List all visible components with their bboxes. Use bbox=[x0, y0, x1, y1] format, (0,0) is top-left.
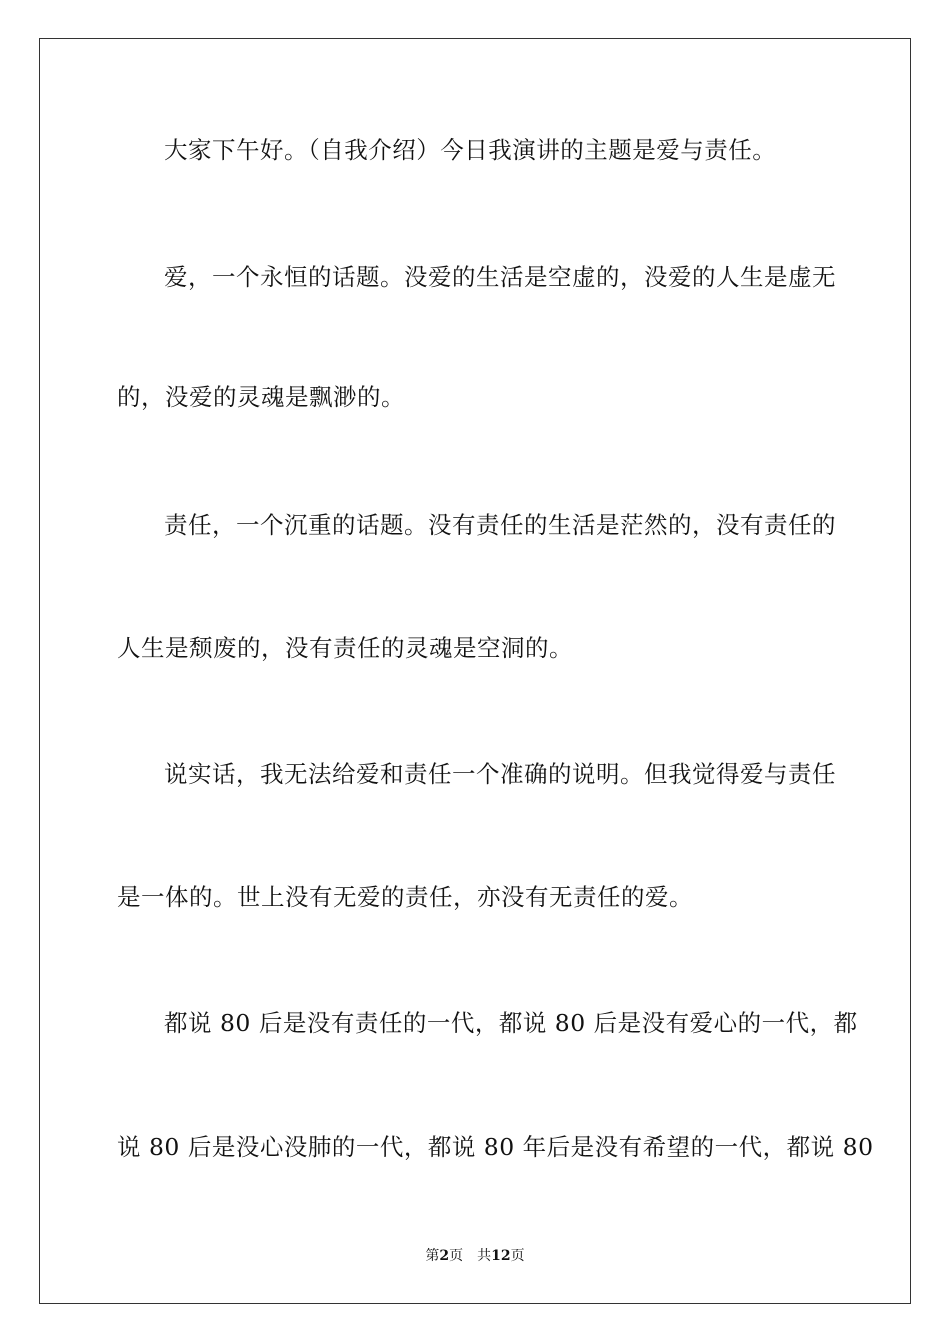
page-footer bbox=[0, 1246, 950, 1266]
paragraph-line-4: 责任，一个沉重的话题。没有责任的生活是茫然的，没有责任的 bbox=[164, 511, 836, 539]
paragraph-line-6: 说实话，我无法给爱和责任一个准确的说明。但我觉得爱与责任 bbox=[164, 760, 836, 788]
paragraph-line-5: 人生是颓废的，没有责任的灵魂是空洞的。 bbox=[117, 634, 573, 662]
page-suffix: 页 bbox=[449, 1248, 464, 1264]
total-suffix: 页 bbox=[510, 1248, 525, 1264]
page-border bbox=[39, 38, 911, 1304]
total-prefix: 共 bbox=[477, 1248, 492, 1264]
paragraph-line-8: 都说 80 后是没有责任的一代，都说 80 后是没有爱心的一代，都 bbox=[164, 1009, 858, 1037]
paragraph-line-3: 的，没爱的灵魂是飘渺的。 bbox=[117, 383, 405, 411]
paragraph-line-2: 爱，一个永恒的话题。没爱的生活是空虚的，没爱的人生是虚无 bbox=[164, 263, 836, 291]
page-current: 2 bbox=[439, 1248, 450, 1264]
page-total: 12 bbox=[491, 1248, 511, 1264]
page-prefix: 第 bbox=[425, 1248, 440, 1264]
paragraph-line-9: 说 80 后是没心没肺的一代，都说 80 年后是没有希望的一代，都说 80 bbox=[117, 1133, 874, 1161]
paragraph-line-7: 是一体的。世上没有无爱的责任，亦没有无责任的爱。 bbox=[117, 883, 693, 911]
paragraph-line-1: 大家下午好。（自我介绍）今日我演讲的主题是爱与责任。 bbox=[164, 136, 777, 164]
